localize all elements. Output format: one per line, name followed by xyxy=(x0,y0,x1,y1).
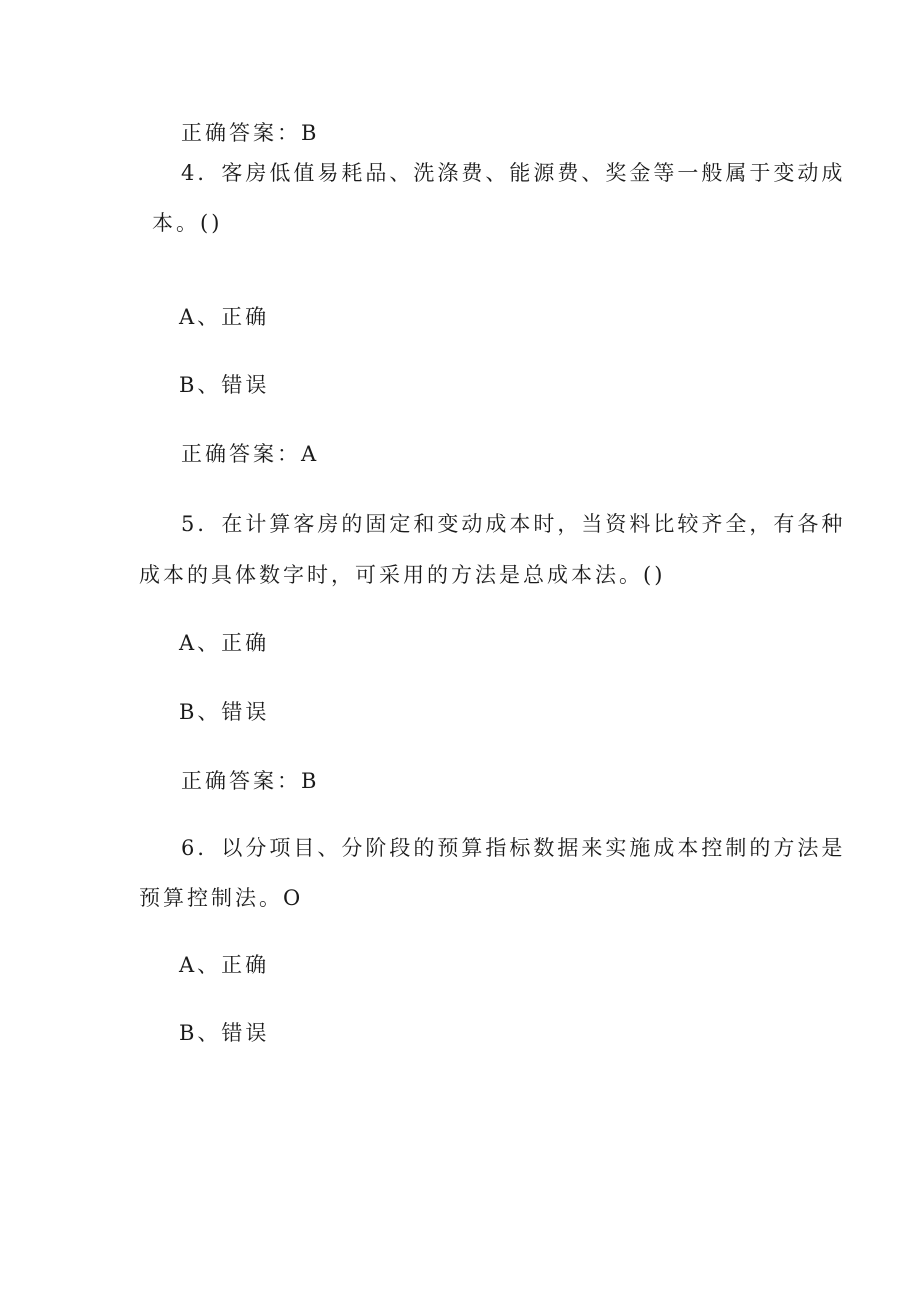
question-4-option-a: A、正确 xyxy=(179,305,270,329)
question-5-line-2: 成本的具体数字时，可采用的方法是总成本法。() xyxy=(139,563,666,587)
question-4-line-2: 本。() xyxy=(152,211,223,235)
question-6-option-a: A、正确 xyxy=(179,953,270,977)
answer-3: 正确答案：B xyxy=(181,121,320,145)
question-6-option-b: B、错误 xyxy=(179,1021,270,1045)
question-6-line-1: 6．以分项目、分阶段的预算指标数据来实施成本控制的方法是 xyxy=(181,836,846,860)
question-6-line-2: 预算控制法。O xyxy=(139,886,304,910)
answer-5: 正确答案：B xyxy=(181,769,320,793)
question-4-line-1: 4．客房低值易耗品、洗涤费、能源费、奖金等一般属于变动成 xyxy=(181,161,846,185)
question-5-option-b: B、错误 xyxy=(179,700,270,724)
question-5-option-a: A、正确 xyxy=(179,631,270,655)
question-5-line-1: 5．在计算客房的固定和变动成本时，当资料比较齐全，有各种 xyxy=(181,512,846,536)
question-4-option-b: B、错误 xyxy=(179,373,270,397)
answer-4: 正确答案：A xyxy=(181,442,320,466)
